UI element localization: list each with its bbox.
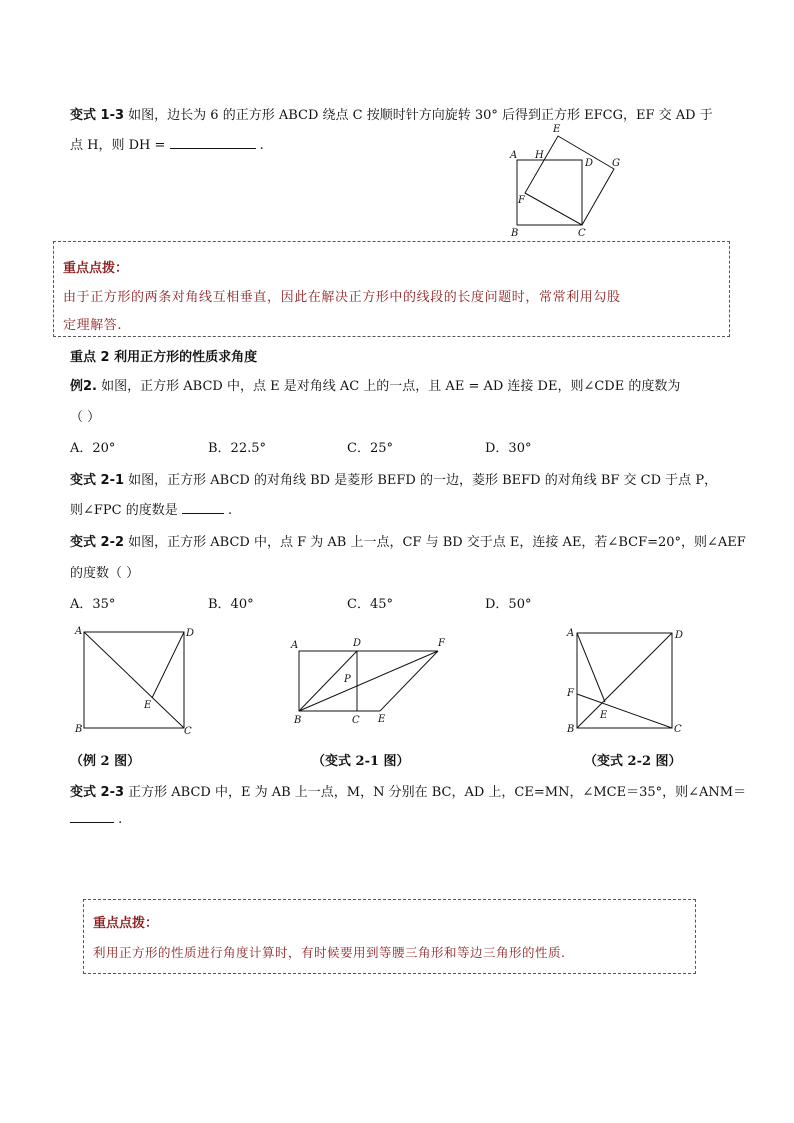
label-b: B [511,228,519,237]
caption-ex2: （例 2 图） [70,754,141,769]
label-f: F [567,688,574,699]
figure-v22 [562,622,692,737]
label-c: C [352,715,360,726]
v22-line2: 的度数（ ） [70,566,140,581]
ex2-option-b: B．22.5° [208,441,266,456]
label-f: F [438,638,445,649]
v13-line1 [70,104,713,123]
label-b: B [75,724,83,735]
section2-title: 重点 2 利用正方形的性质求角度 [70,350,258,365]
label-d: D [585,158,594,169]
tip1-line2: 定理解答. [63,318,123,333]
label-e: E [600,710,608,721]
v21-line2 [70,499,232,518]
v13-text: 如图，边长为 6 的正方形 ABCD 绕点 C 按顺时针方向旋转 30° 后得到正方形 EFCG，EF 交 AD 于 [128,108,713,123]
label-p: P [344,674,351,685]
label-a: A [510,150,518,161]
v22-option-b: B．40° [208,597,254,612]
v13-label: 变式 1-3 [70,108,125,123]
v22-option-a: A．35° [70,597,116,612]
tip1-line1: 由于正方形的两条对角线互相垂直，因此在解决正方形中的线段的长度问题时，常常利用勾股 [63,290,621,305]
v22-text: 如图，正方形 ABCD 中，点 F 为 AB 上一点，CF 与 BD 交于点 E，连接 AE，若∠BCF=20°，则∠AEF [128,535,746,550]
segment-cf [577,694,672,728]
v13-line2 [70,134,264,153]
v13-text2: 点 H，则 DH = [70,138,166,153]
label-b: B [567,724,575,735]
v23-text: 正方形 ABCD 中，E 为 AB 上一点，M，N 分别在 BC，AD 上，CE=MN，∠MCE＝35°，则∠ANM＝ [128,785,747,800]
ex2-option-a: A．20° [70,441,116,456]
label-a: A [291,640,299,651]
tip2-line1: 利用正方形的性质进行角度计算时，有时候要用到等腰三角形和等边三角形的性质. [93,945,566,960]
v23-period: . [118,812,123,827]
label-d: D [353,638,362,649]
v21-label: 变式 2-1 [70,473,125,488]
ex2-paren: （ ） [70,410,101,425]
segment-de [152,632,184,698]
label-c: C [184,726,192,737]
tip-box-2 [83,899,696,974]
square-abcd [517,160,582,225]
ex2-option-c: C．25° [347,441,393,456]
label-f: F [518,195,525,206]
v23-answer-blank[interactable] [70,822,114,823]
segment-ef [380,651,438,711]
label-a: A [75,626,83,637]
v22-option-c: C．45° [347,597,393,612]
ex2-line1 [70,375,680,394]
tip1-title: 重点点拨： [63,261,129,276]
caption-v21: （变式 2-1 图） [312,754,410,769]
label-d: D [186,628,195,639]
label-g: G [612,158,620,169]
v21-text: 如图，正方形 ABCD 的对角线 BD 是菱形 BEFD 的一边，菱形 BEFD 的对角线 BF 交 CD 于点 P， [128,473,718,488]
v21-line1 [70,469,717,488]
v22-label: 变式 2-2 [70,535,125,550]
diagonal-bf [299,651,438,711]
v23-line1 [70,781,746,800]
label-d: D [675,630,684,641]
label-e: E [144,700,152,711]
v22-option-d: D．50° [485,597,532,612]
v13-period: . [259,138,264,153]
diagonal-ac [84,632,184,728]
v21-answer-blank[interactable] [182,513,224,514]
tip2-title: 重点点拨： [93,916,159,931]
v23-line2 [70,812,122,827]
v23-label: 变式 2-3 [70,785,125,800]
v22-line1 [70,531,746,550]
label-a: A [567,628,575,639]
label-c: C [578,228,586,237]
label-e: E [553,124,561,135]
label-c: C [674,724,682,735]
label-h: H [535,150,544,161]
v21-period: . [228,503,233,518]
ex2-option-d: D．30° [485,441,532,456]
tip-box-1 [53,241,730,337]
diagonal-bd [577,633,672,728]
figure-ex2 [70,622,210,737]
segment-cf [525,193,582,225]
figure-v21 [288,632,458,727]
segment-ae [577,633,605,702]
ex2-text: 如图，正方形 ABCD 中，点 E 是对角线 AC 上的一点，且 AE = AD 连接 DE，则∠CDE 的度数为 [101,379,681,394]
label-b: B [294,715,302,726]
ex2-label: 例2. [70,379,97,394]
v21-text2: 则∠FPC 的度数是 [70,503,178,518]
caption-v22: （变式 2-2 图） [584,754,682,769]
v13-answer-blank[interactable] [170,148,256,149]
v13-figure [505,122,635,237]
label-e: E [378,714,386,725]
